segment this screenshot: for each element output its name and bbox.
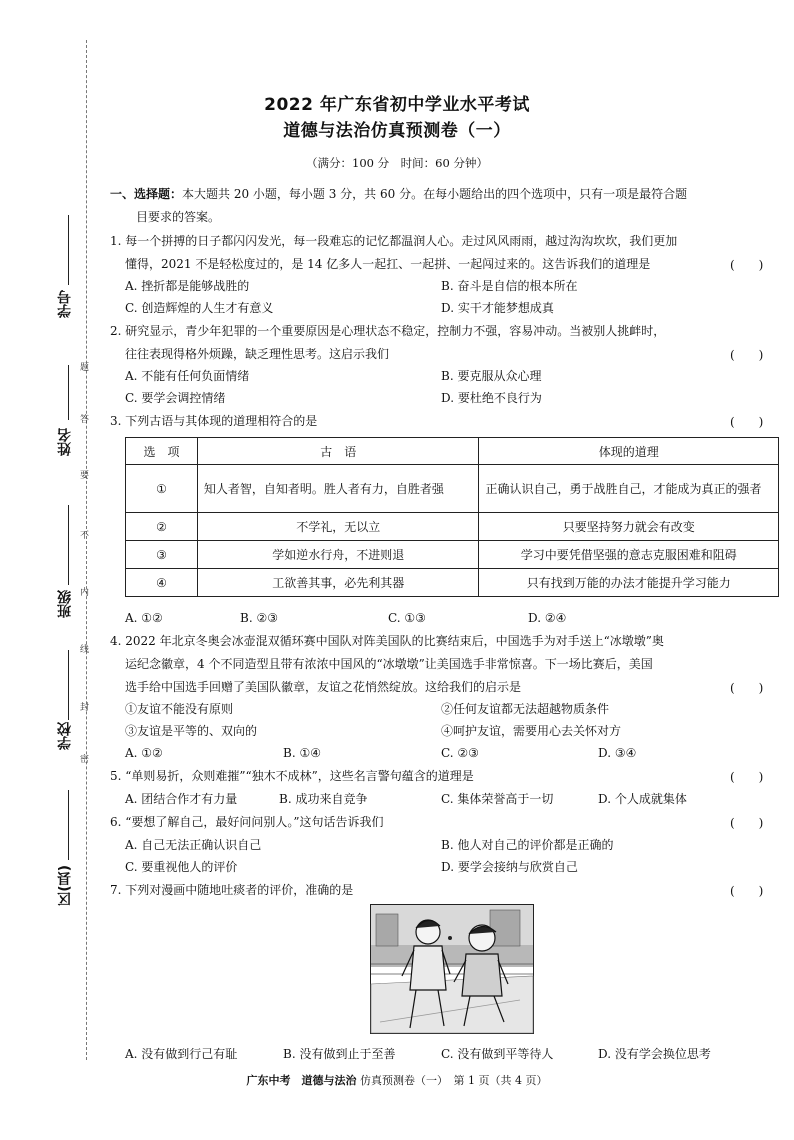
- section-heading-line: [110, 186, 687, 202]
- seal-char: 答: [80, 415, 90, 425]
- table-cell-meaning: 正确认识自己，勇于战胜自己，才能成为真正的强者: [479, 465, 779, 513]
- q3-option-d: D. ②④: [528, 611, 567, 625]
- q1-option-a: A. 挫折都是能够战胜的: [125, 279, 250, 293]
- seal-char: 不: [80, 531, 90, 541]
- q4-stem-line2: 运纪念徽章，4 个不同造型且带有浓浓中国风的“冰墩墩”让美国选手非常惊喜。下一场比赛后，美国: [125, 657, 653, 671]
- seal-char: 要: [80, 471, 90, 481]
- q4-statement-3: ③友谊是平等的、双向的: [125, 724, 258, 738]
- q4-statement-1: ①友谊不能没有原则: [125, 702, 234, 716]
- class-label: 班级: [57, 590, 73, 618]
- table-row: [126, 465, 779, 513]
- q3-answer-bracket: ( ): [730, 415, 764, 429]
- q4-option-a: A. ①②: [125, 746, 163, 760]
- table-cell-meaning: 学习中要凭借坚强的意志克服困难和阻碍: [479, 541, 779, 569]
- q5-option-a: A. 团结合作才有力量: [125, 792, 238, 806]
- margin-line-student-no: [68, 215, 69, 285]
- exam-info: （满分：100 分 时间：60 分钟）: [306, 156, 488, 170]
- q4-statement-2: ②任何友谊都无法超越物质条件: [441, 702, 610, 716]
- q5-stem-line1: 5. “单则易折，众则难摧”“独木不成林”，这些名言警句蕴含的道理是: [110, 769, 474, 783]
- section-heading: 一、选择题：: [110, 187, 183, 201]
- q1-stem-line2: 懂得，2021 不是轻松度过的，是 14 亿多人一起扛、一起拼、一起闯过来的。这告诉我们的道理是: [125, 257, 651, 271]
- table-header: 体现的道理: [479, 438, 779, 465]
- q3-stem-line1: 3. 下列古语与其体现的道理相符合的是: [110, 414, 318, 428]
- table-header: 选 项: [126, 438, 198, 465]
- q6-option-c: C. 要重视他人的评价: [125, 860, 238, 874]
- q4-statement-4: ④呵护友谊，需要用心去关怀对方: [441, 724, 622, 738]
- q4-stem-line1: 4. 2022 年北京冬奥会冰壶混双循环赛中国队对阵美国队的比赛结束后，中国选手为对手送上“冰墩墩”奥: [110, 634, 664, 648]
- q4-stem-line3: 选手给中国选手回赠了美国队徽章，友谊之花悄然绽放。这给我们的启示是: [125, 680, 522, 694]
- q6-answer-bracket: ( ): [730, 816, 764, 830]
- table-cell-saying: 不学礼，无以立: [197, 513, 479, 541]
- table-cell-option: ①: [126, 465, 198, 513]
- q2-stem-line1: 2. 研究显示，青少年犯罪的一个重要原因是心理状态不稳定，控制力不强，容易冲动。当被别人挑衅时，: [110, 324, 666, 338]
- section-desc-line2: 目要求的答案。: [136, 210, 221, 224]
- seal-char: 封: [80, 703, 90, 713]
- table-cell-meaning: 只有找到万能的办法才能提升学习能力: [479, 569, 779, 597]
- table-header: 古 语: [197, 438, 479, 465]
- q6-option-d: D. 要学会接纳与欣赏自己: [441, 860, 578, 874]
- q7-option-d: D. 没有学会换位思考: [598, 1047, 711, 1061]
- q2-answer-bracket: ( ): [730, 348, 764, 362]
- q1-answer-bracket: ( ): [730, 258, 764, 272]
- q1-option-b: B. 奋斗是自信的根本所在: [441, 279, 578, 293]
- q5-option-d: D. 个人成就集体: [598, 792, 687, 806]
- q2-option-b: B. 要克服从众心理: [441, 369, 542, 383]
- q1-stem-line1: 1. 每一个拼搏的日子都闪闪发光，每一段难忘的记忆都温润人心。走过风风雨雨，越过沟沟坎坎，我们更加: [110, 234, 678, 248]
- q7-option-b: B. 没有做到止于至善: [283, 1047, 396, 1061]
- q5-answer-bracket: ( ): [730, 770, 764, 784]
- table-cell-saying: 学如逆水行舟，不进则退: [197, 541, 479, 569]
- q7-option-a: A. 没有做到行己有耻: [125, 1047, 238, 1061]
- q6-stem-line1: 6. “要想了解自己，最好问问别人。”这句话告诉我们: [110, 815, 384, 829]
- district-label: 区(县): [57, 865, 73, 906]
- seal-char: 线: [80, 645, 90, 655]
- table-cell-option: ④: [126, 569, 198, 597]
- seal-char: 题: [80, 363, 90, 373]
- section-desc: 本大题共 20 小题，每小题 3 分，共 60 分。在每小题给出的四个选项中，只有一项是最符合题: [182, 187, 688, 201]
- q2-stem-line2: 往往表现得格外烦躁，缺乏理性思考。这启示我们: [125, 347, 390, 361]
- table-cell-saying: 工欲善其事，必先利其器: [197, 569, 479, 597]
- table-cell-option: ③: [126, 541, 198, 569]
- student-no-label: 学号: [57, 290, 73, 318]
- q5-option-c: C. 集体荣誉高于一切: [441, 792, 554, 806]
- margin-line-class: [68, 505, 69, 585]
- q4-option-c: C. ②③: [441, 746, 479, 760]
- q1-option-c: C. 创造辉煌的人生才有意义: [125, 301, 274, 315]
- margin-line-district: [68, 790, 69, 860]
- margin-line-school: [68, 650, 69, 720]
- footer-brand: 广东中考 道德与法治: [246, 1074, 357, 1087]
- q1-option-d: D. 实干才能梦想成真: [441, 301, 554, 315]
- footer-page-info: 仿真预测卷（一） 第 1 页（共 4 页）: [360, 1074, 548, 1087]
- seal-dashed-line: [86, 40, 87, 1060]
- table-row: [126, 513, 779, 541]
- cartoon-illustration: [370, 904, 534, 1034]
- q4-option-d: D. ③④: [598, 746, 637, 760]
- q3-option-b: B. ②③: [240, 611, 278, 625]
- table-header-row: [126, 438, 779, 465]
- table-cell-meaning: 只要坚持努力就会有改变: [479, 513, 779, 541]
- table-cell-option: ②: [126, 513, 198, 541]
- q2-option-a: A. 不能有任何负面情绪: [125, 369, 250, 383]
- q4-option-b: B. ①④: [283, 746, 321, 760]
- exam-subtitle: 道德与法治仿真预测卷（一）: [283, 121, 511, 141]
- q2-option-c: C. 要学会调控情绪: [125, 391, 226, 405]
- q4-answer-bracket: ( ): [730, 681, 764, 695]
- q7-answer-bracket: ( ): [730, 884, 764, 898]
- seal-char: 内: [80, 588, 90, 598]
- table-row: [126, 569, 779, 597]
- table-row: [126, 541, 779, 569]
- exam-title: 2022 年广东省初中学业水平考试: [264, 95, 530, 115]
- table-cell-saying: 知人者智，自知者明。胜人者有力，自胜者强: [197, 465, 479, 513]
- q2-option-d: D. 要杜绝不良行为: [441, 391, 542, 405]
- name-label: 姓名: [57, 428, 73, 456]
- q6-option-a: A. 自己无法正确认识自己: [125, 838, 262, 852]
- q7-stem-line1: 7. 下列对漫画中随地吐痰者的评价，准确的是: [110, 883, 354, 897]
- q3-table: [125, 437, 779, 597]
- margin-line-name: [68, 365, 69, 420]
- school-label: 学校: [57, 722, 73, 750]
- q5-option-b: B. 成功来自竞争: [279, 792, 368, 806]
- seal-char: 密: [80, 755, 90, 765]
- q7-option-c: C. 没有做到平等待人: [441, 1047, 554, 1061]
- page-footer: [0, 1072, 794, 1088]
- q3-option-a: A. ①②: [125, 611, 163, 625]
- q6-option-b: B. 他人对自己的评价都是正确的: [441, 838, 614, 852]
- q3-option-c: C. ①③: [388, 611, 426, 625]
